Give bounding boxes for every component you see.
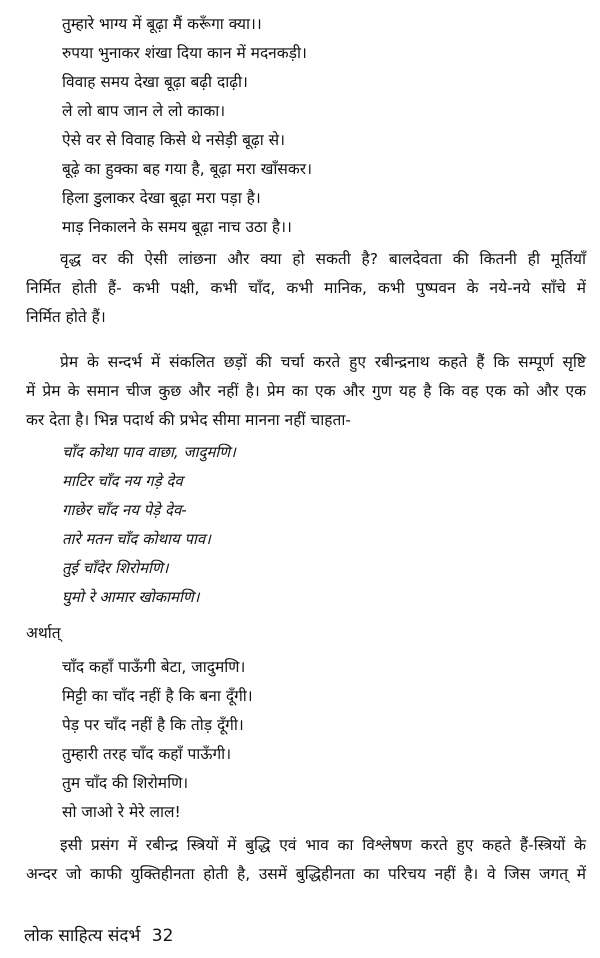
paragraph-one (26, 245, 586, 332)
verse-line: ले लो बाप जान ले लो काका। (62, 102, 226, 120)
verse-line: तुम्हारे भाग्य में बूढ़ा मैं करूँगा क्या।। (62, 15, 262, 33)
verse-block-three (62, 653, 253, 827)
verse-line: तुई चाँदेर शिरोमणि। (62, 559, 169, 577)
verse-line: तुम चाँद की शिरोमणि। (62, 774, 189, 792)
paragraph-three (26, 831, 586, 889)
verse-line: रुपया भुनाकर शंखा दिया कान में मदनकड़ी। (62, 44, 307, 62)
verse-line: ऐसे वर से विवाह किसे थे नसेड़ी बूढ़ा से। (62, 131, 286, 149)
verse-line: चाँद कहाँ पाऊँगी बेटा, जादुमणि। (62, 658, 246, 676)
arthat-label: अर्थात् (26, 624, 61, 642)
paragraph-two (26, 348, 586, 435)
paragraph-line: निर्मित होते हैं। (26, 308, 106, 326)
verse-line: घुमो रे आमार खोकामणि। (62, 588, 200, 606)
verse-line: बूढ़े का हुक्का बह गया है, बूढ़ा मरा खाँसकर। (62, 160, 312, 178)
page-number: 32 (151, 926, 174, 946)
verse-block-two (62, 438, 236, 612)
verse-line: माटिर चाँद नय गड़े देव (62, 472, 183, 490)
verse-line: चाँद कोथा पाव वाछा, जादुमणि। (62, 443, 236, 461)
paragraph-line: प्रेम के सन्दर्भ में संकलित छड़ों की चर्चा करते हुए रबीन्द्रनाथ कहते हैं कि सम्पूर्ण सृष्टि (60, 353, 586, 371)
paragraph-line: निर्मित होती हैं- कभी पक्षी, कभी चाँद, कभी मानिक, कभी पुष्पवन के नये-नये साँचे में (26, 279, 586, 297)
page-footer (24, 922, 173, 951)
verse-line: माड़ निकालने के समय बूढ़ा नाच उठा है।। (62, 218, 292, 236)
verse-block-one (62, 10, 312, 242)
paragraph-line: इसी प्रसंग में रबीन्द्र स्त्रियों में बुद्धि एवं भाव का विश्लेषण करते हुए कहते हैं-स्त्रियों के (60, 836, 586, 854)
verse-line: तुम्हारी तरह चाँद कहाँ पाऊँगी। (62, 745, 232, 763)
paragraph-line: अन्दर जो काफी युक्तिहीनता होती है, उसमें बुद्धिहीनता का परिचय नहीं है। वे जिस जगत् में (26, 865, 586, 883)
book-title: लोक साहित्य संदर्भ (24, 926, 141, 946)
paragraph-line: वृद्ध वर की ऐसी लांछना और क्या हो सकती है? बालदेवता की कितनी ही मूर्तियाँ (60, 250, 586, 268)
verse-line: विवाह समय देखा बूढ़ा बढ़ी दाढ़ी। (62, 73, 248, 91)
paragraph-line: में प्रेम के समान चीज कुछ और नहीं है। प्रेम का एक और गुण यह है कि वह एक को और एक (26, 382, 586, 400)
verse-line: हिला डुलाकर देखा बूढ़ा मरा पड़ा है। (62, 189, 261, 207)
verse-line: तारे मतन चाँद कोथाय पाव। (62, 530, 211, 548)
verse-line: पेड़ पर चाँद नहीं है कि तोड़ दूँगी। (62, 716, 244, 734)
verse-line: गाछेर चाँद नय पेड़े देव- (62, 501, 187, 519)
verse-line: सो जाओ रे मेरे लाल! (62, 803, 181, 821)
paragraph-line: कर देता है। भिन्न पदार्थ की प्रभेद सीमा मानना नहीं चाहता- (26, 411, 351, 429)
verse-line: मिट्टी का चाँद नहीं है कि बना दूँगी। (62, 687, 253, 705)
